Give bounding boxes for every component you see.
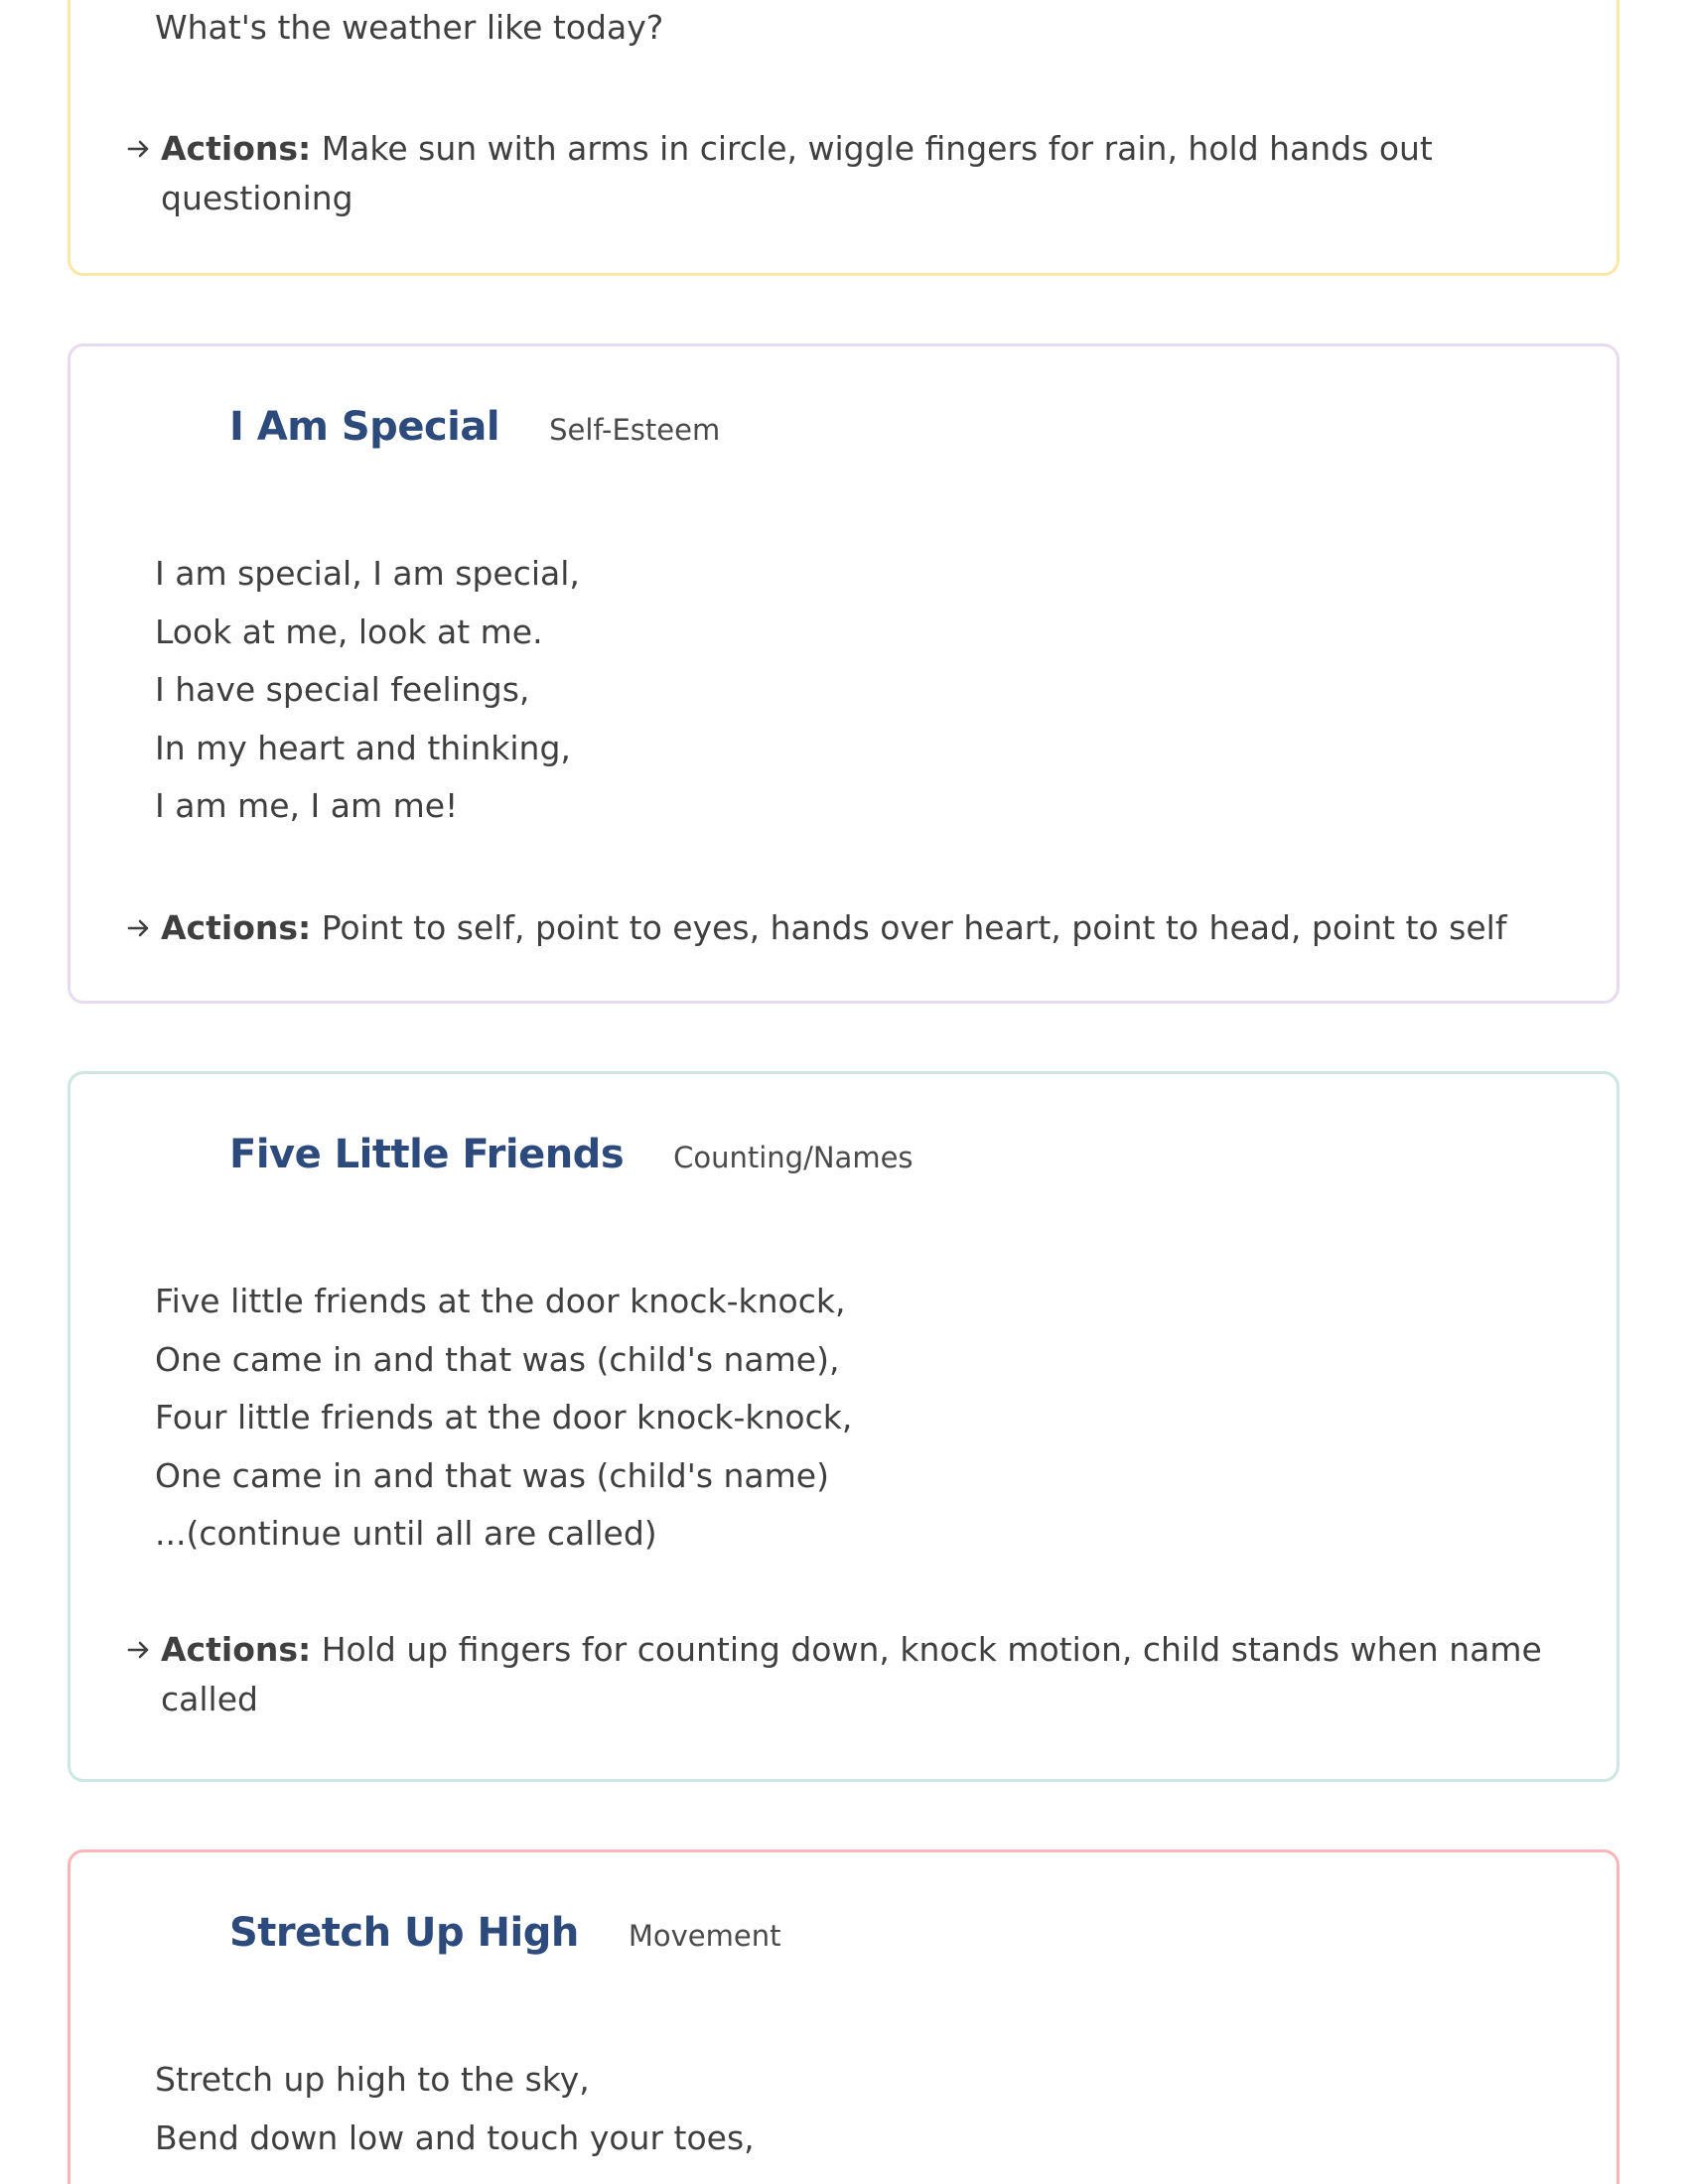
song-title: Five Little Friends bbox=[229, 1132, 625, 1177]
song-lyrics bbox=[155, 0, 663, 58]
actions-description: Point to self, point to eyes, hands over heart, point to head, point to self bbox=[321, 908, 1507, 947]
actions-label: Actions: bbox=[161, 1630, 312, 1669]
arrow-right-icon bbox=[125, 903, 161, 953]
actions-label: Actions: bbox=[161, 908, 312, 947]
song-lyrics bbox=[155, 545, 580, 836]
song-actions bbox=[125, 903, 1557, 953]
actions-description: Make sun with arms in circle, wiggle fingers for rain, hold hands out questioning bbox=[161, 129, 1433, 217]
lyric-line: Stretch up high to the sky, bbox=[155, 2060, 590, 2099]
song-card-stretch-up-high bbox=[68, 1849, 1619, 2184]
song-category: Self-Esteem bbox=[549, 413, 721, 447]
lyric-line: What's the weather like today? bbox=[155, 8, 664, 47]
lyric-line: In my heart and thinking, bbox=[155, 728, 571, 767]
lyric-line: Four little friends at the door knock-knock, bbox=[155, 1398, 853, 1436]
song-title: Stretch Up High bbox=[229, 1910, 579, 1956]
arrow-right-icon bbox=[125, 1625, 161, 1675]
lyric-line: I have special feelings, bbox=[155, 670, 530, 709]
song-header bbox=[229, 1132, 914, 1177]
song-card-i-am-special bbox=[68, 343, 1619, 1004]
arrow-right-icon bbox=[125, 124, 161, 174]
lyric-line: One came in and that was (child's name), bbox=[155, 1339, 840, 1379]
lyric-line: Look at me, look at me. bbox=[155, 612, 543, 651]
actions-description: Hold up fingers for counting down, knock motion, child stands when name called bbox=[161, 1630, 1542, 1718]
lyric-line: I am special, I am special, bbox=[155, 554, 580, 593]
song-lyrics bbox=[155, 2051, 755, 2167]
song-header bbox=[229, 1910, 780, 1956]
song-actions bbox=[125, 1625, 1557, 1724]
song-lyrics bbox=[155, 1273, 852, 1564]
song-card-five-little-friends bbox=[68, 1071, 1619, 1782]
song-header bbox=[229, 404, 720, 450]
lyric-line: I am me, I am me! bbox=[155, 786, 459, 825]
song-category: Counting/Names bbox=[673, 1141, 914, 1174]
lyric-line: One came in and that was (child's name) bbox=[155, 1455, 829, 1495]
lyric-line: Five little friends at the door knock-knock, bbox=[155, 1282, 846, 1320]
lyric-line: ...(continue until all are called) bbox=[155, 1514, 657, 1553]
lyric-line: Bend down low and touch your toes, bbox=[155, 2117, 755, 2157]
song-actions bbox=[125, 124, 1557, 223]
song-title: I Am Special bbox=[229, 404, 500, 450]
song-category: Movement bbox=[628, 1919, 781, 1953]
song-card-weather bbox=[68, 0, 1619, 276]
actions-label: Actions: bbox=[161, 129, 312, 168]
